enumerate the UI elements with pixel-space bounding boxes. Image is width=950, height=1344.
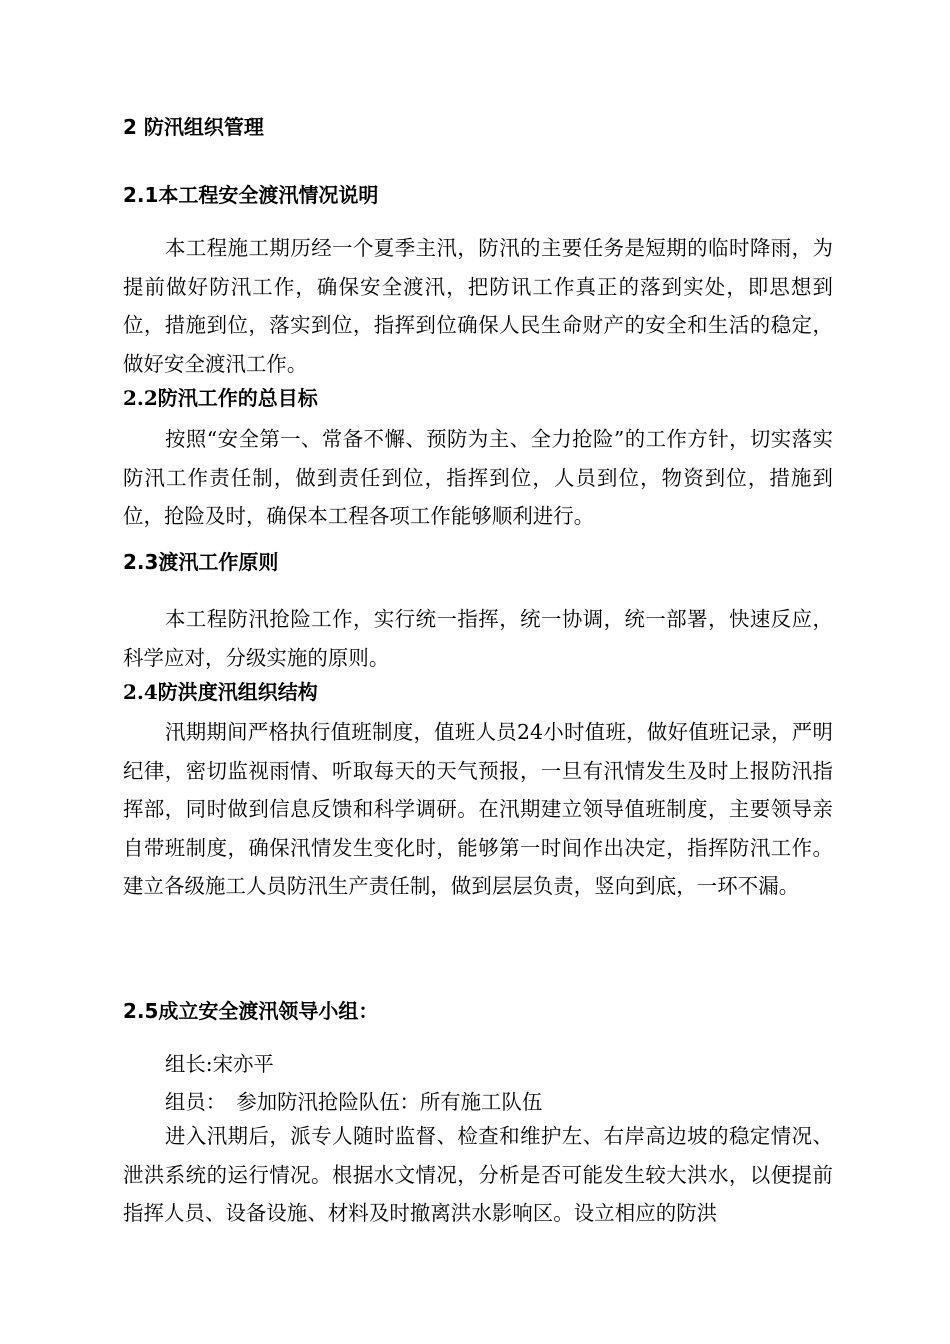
- paragraph-2-2: 按照“安全第一、常备不懈、预防为主、全力抢险”的工作方针，切实落实防汛工作责任制，做到责任到位，指挥到位，人员到位，物资到位，措施到位，抢险及时，确保本工程各项工作能够顺利进行。: [123, 427, 833, 528]
- paragraph-2-5: 进入汛期后，派专人随时监督、检查和维护左、右岸高边坡的稳定情况、泄洪系统的运行情况。根据水文情况，分析是否可能发生较大洪水，以便提前指挥人员、设备设施、材料及时撤离洪水影响区。设立相应的防洪: [123, 1124, 833, 1225]
- section-title: 2 防汛组织管理: [123, 115, 264, 139]
- heading-2-2: 2.2防汛工作的总目标: [123, 386, 318, 410]
- paragraph-2-4: 汛期期间严格执行值班制度，值班人员24小时值班，做好值班记录，严明纪律，密切监视雨情、听取每天的天气预报，一旦有汛情发生及时上报防汛指挥部，同时做到信息反馈和科学调研。在汛期建立领导值班制度，主要领导亲自带班制度，确保汛情发生变化时，能够第一时间作出决定，指挥防汛工作。建立各级施工人员防汛生产责任制，做到层层负责，竖向到底，一环不漏。: [123, 720, 833, 898]
- leader-line: 组长:宋亦平: [165, 1052, 274, 1076]
- heading-2-4: 2.4防洪度汛组织结构: [123, 680, 318, 704]
- members-line: 组员： 参加防汛抢险队伍：所有施工队伍: [165, 1090, 543, 1114]
- heading-2-5: 2.5成立安全渡汛领导小组：: [123, 999, 379, 1023]
- paragraph-2-3: 本工程防汛抢险工作，实行统一指挥，统一协调，统一部署，快速反应，科学应对，分级实施的原则。: [123, 607, 833, 670]
- paragraph-2-1: 本工程施工期历经一个夏季主汛，防汛的主要任务是短期的临时降雨，为提前做好防汛工作，确保安全渡汛，把防讯工作真正的落到实处，即思想到位，措施到位，落实到位，指挥到位确保人民生命财产的安全和生活的稳定，做好安全渡汛工作。: [123, 236, 833, 376]
- heading-2-3: 2.3渡汛工作原则: [123, 550, 279, 574]
- heading-2-1: 2.1本工程安全渡汛情况说明: [123, 183, 379, 207]
